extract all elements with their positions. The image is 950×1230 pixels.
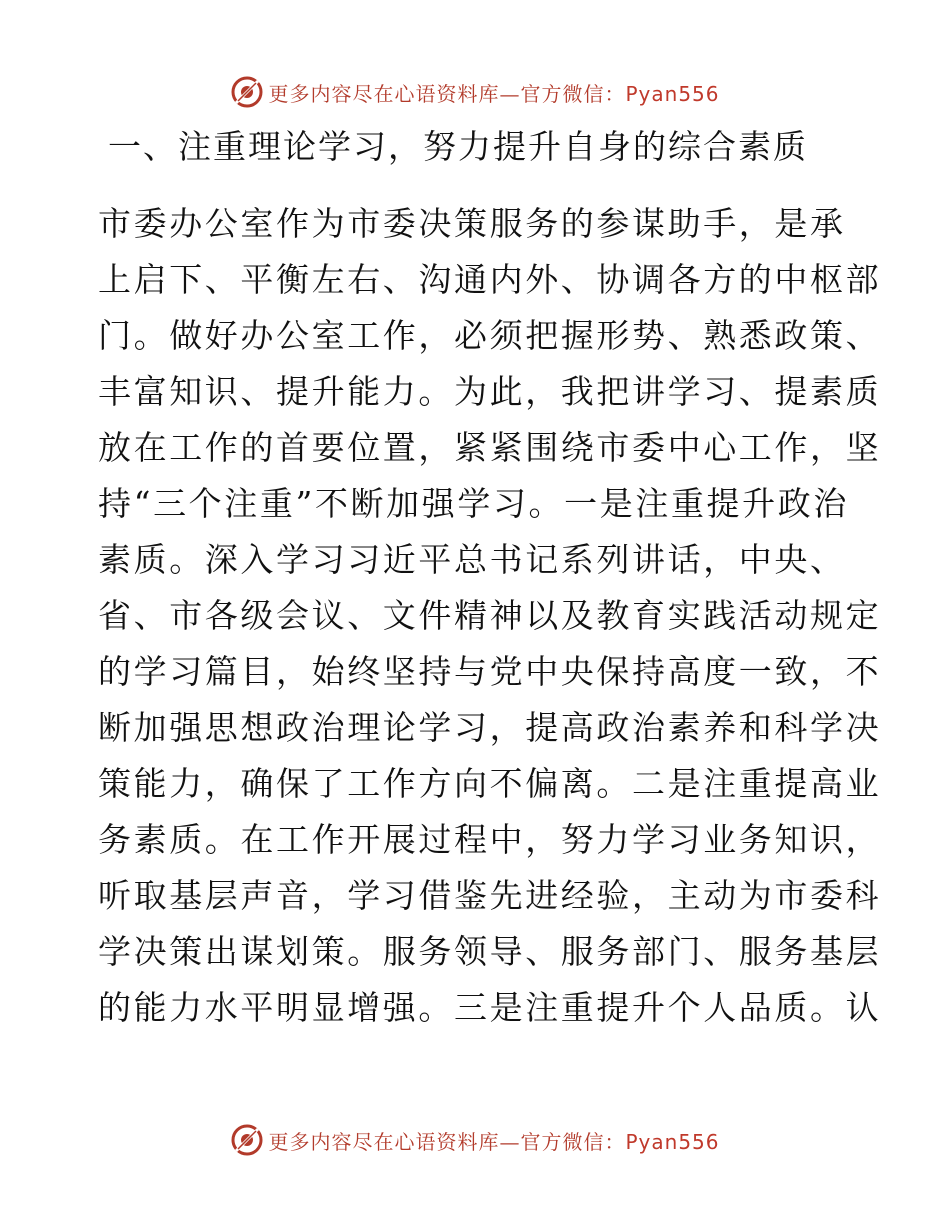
watermark-text: 更多内容尽在心语资料库—官方微信：Pyan556 (268, 81, 720, 106)
body-paragraph (98, 196, 882, 1036)
paragraph-line: 上启下、平衡左右、沟通内外、协调各方的中枢部 (98, 260, 882, 299)
paragraph-line: 丰富知识、提升能力。为此，我把讲学习、提素质 (98, 372, 882, 411)
watermark-text: 更多内容尽在心语资料库—官方微信：Pyan556 (268, 1129, 720, 1154)
watermark-account: Pyan556 (625, 1129, 720, 1154)
paragraph-line: 的学习篇目，始终坚持与党中央保持高度一致，不 (98, 652, 882, 691)
paragraph-line: 放在工作的首要位置，紧紧围绕市委中心工作，坚 (98, 428, 882, 467)
paragraph-line: 省、市各级会议、文件精神以及教育实践活动规定 (98, 596, 882, 635)
paragraph-line: 务素质。在工作开展过程中，努力学习业务知识， (98, 820, 882, 859)
section-heading: 一、注重理论学习，努力提升自身的综合素质 (108, 127, 808, 166)
paragraph-line: 素质。深入学习习近平总书记系列讲话，中央、 (98, 540, 846, 579)
paragraph-line: 听取基层声音，学习借鉴先进经验，主动为市委科 (98, 876, 882, 915)
paragraph-line: 断加强思想政治理论学习，提高政治素养和科学决 (98, 708, 882, 747)
paragraph-line: 门。做好办公室工作，必须把握形势、熟悉政策、 (98, 316, 882, 355)
watermark-banner-bottom (0, 1120, 950, 1160)
paragraph-line: 策能力，确保了工作方向不偏离。二是注重提高业 (98, 764, 882, 803)
paragraph-line: 的能力水平明显增强。三是注重提升个人品质。认 (98, 988, 882, 1027)
logo-icon (230, 1123, 264, 1157)
paragraph-line: 学决策出谋划策。服务领导、服务部门、服务基层 (98, 932, 882, 971)
paragraph-line: 持“三个注重”不断加强学习。一是注重提升政治 (98, 484, 849, 523)
watermark-banner-top (0, 72, 950, 112)
watermark-account: Pyan556 (625, 81, 720, 106)
paragraph-line: 市委办公室作为市委决策服务的参谋助手，是承 (98, 204, 846, 243)
logo-icon (230, 75, 264, 109)
